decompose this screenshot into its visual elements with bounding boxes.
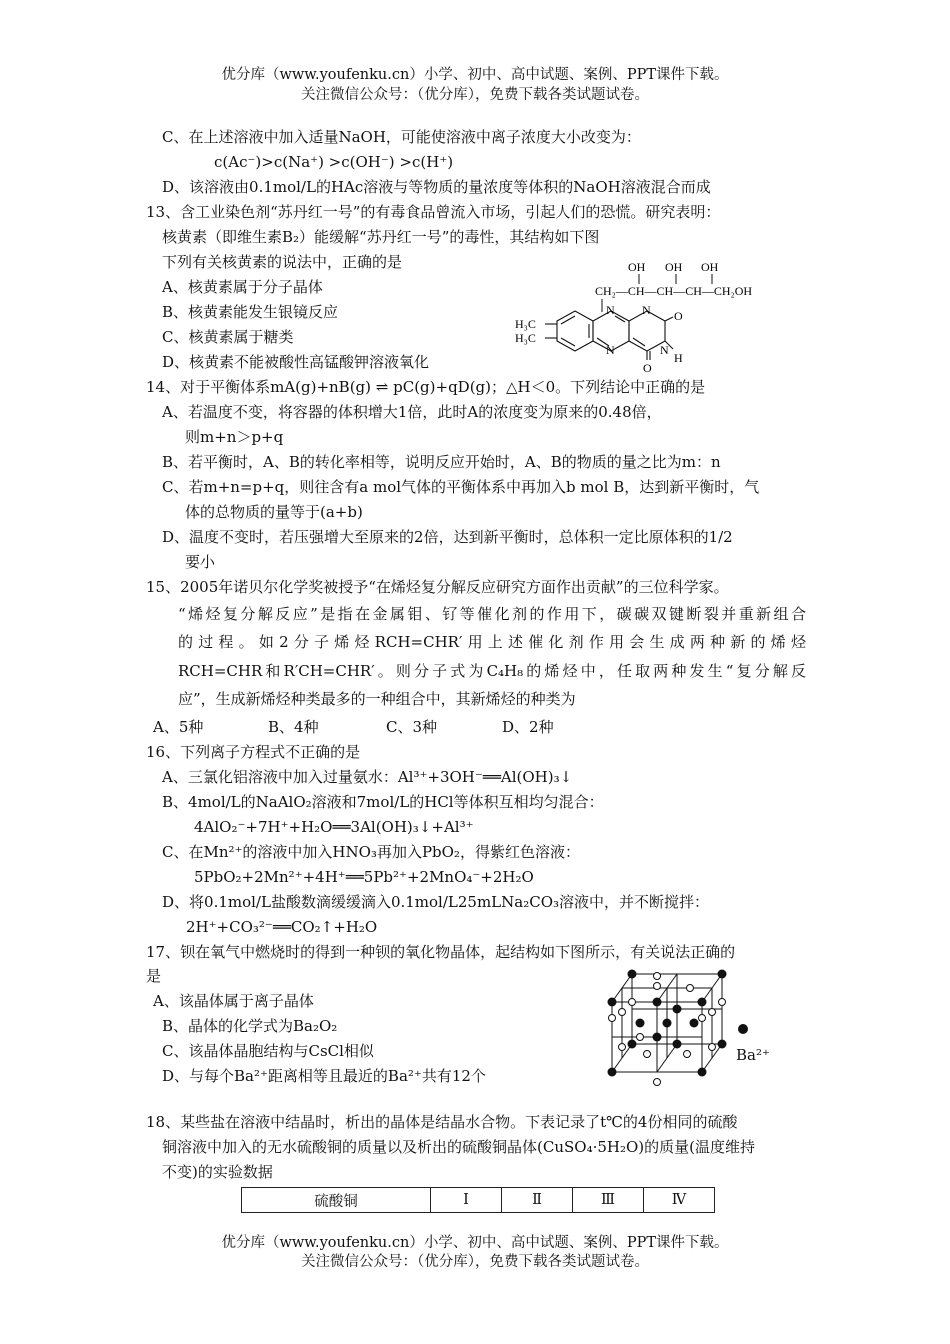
q17-option-a: A、该晶体属于离子晶体 [153,992,314,1010]
q12-option-c-equation: c(Ac⁻)>c(Na⁺) >c(OH⁻) >c(H⁺) [214,153,454,171]
q15-option-d: D、2种 [502,718,554,736]
q16-option-d: D、将0.1mol/L盐酸数滴缓缓滴入0.1mol/L25mLNa₂CO₃溶液中，并不断搅拌： [162,893,710,911]
q15-stem-line3: 的过程。如2分子烯烃RCH=CHR′用上述催化剂作用会生成两种新的烯烃 [178,633,806,651]
q14-option-d-line2: 要小 [185,553,216,571]
q15-option-a: A、5种 [153,718,204,736]
q16-option-b: B、4mol/L的NaAlO₂溶液和7mol/L的HCl等体积互相均匀混合： [162,793,604,811]
q13-option-b: B、核黄素能发生银镜反应 [162,303,339,321]
struct-oh-1: OH [628,260,646,274]
struct-h3c-1: H₃C [515,317,536,331]
struct-n-2: N [606,343,615,357]
q15-option-c: C、3种 [386,718,438,736]
struct-oh-2: OH [665,260,683,274]
q18-stem-line1: 18、某些盐在溶液中结晶时，析出的晶体是结晶水合物。下表记录了t℃的4份相同的硫酸 [146,1113,738,1131]
q13-option-d: D、核黄素不能被酸性高锰酸钾溶液氧化 [162,353,430,371]
q13-stem-line2: 核黄素（即维生素B₂）能缓解“苏丹红一号”的毒性，其结构如下图 [162,228,600,246]
struct-o-1: O [674,309,683,323]
q16-option-a: A、三氯化铝溶液中加入过量氨水：Al³⁺+3OH⁻══Al(OH)₃↓ [162,768,573,786]
q15-option-b: B、4种 [268,718,319,736]
q17-option-b: B、晶体的化学式为Ba₂O₂ [162,1017,338,1035]
table-header-cell: Ⅰ [431,1188,502,1213]
q14-stem: 14、对于平衡体系mA(g)+nB(g) ⇌ pC(g)+qD(g)；△H＜0。下列结论中正确的是 [146,378,706,396]
q14-option-a-line2: 则m+n＞p+q [185,428,284,446]
q14-option-a-line1: A、若温度不变，将容器的体积增大1倍，此时A的浓度变为原来的0.48倍， [162,403,662,421]
struct-o-2: O [643,361,652,375]
q15-stem-line4: RCH=CHR和R′CH=CHR′。则分子式为C₄H₈的烯烃中，任取两种发生“复分解反 [178,662,806,680]
q17-stem-line1: 17、钡在氧气中燃烧时的得到一种钡的氧化物晶体，起结构如下图所示，有关说法正确的 [146,943,736,961]
q16-option-d-equation: 2H⁺+CO₃²⁻══CO₂↑+H₂O [186,918,378,936]
q16-option-c: C、在Mn²⁺的溶液中加入HNO₃再加入PbO₂，得紫红色溶液： [162,843,580,861]
q14-option-b: B、若平衡时，A、B的转化率相等，说明反应开始时，A、B的物质的量之比为m：n [162,453,721,471]
q14-option-d-line1: D、温度不变时，若压强增大至原来的2倍，达到新平衡时，总体积一定比原体积的1/2 [162,528,733,546]
struct-oh-3: OH [701,260,719,274]
struct-h3c-2: H₃C [515,331,536,345]
table-header-cell: Ⅳ [644,1188,715,1213]
q17-option-c: C、该晶体晶胞结构与CsCl相似 [162,1042,374,1060]
q13-option-c: C、核黄素属于糖类 [162,328,294,346]
q16-stem: 16、下列离子方程式不正确的是 [146,743,361,761]
page-footer-line1: 优分库（www.youfenku.cn）小学、初中、高中试题、案例、PPT课件下载。 [221,1235,729,1251]
q18-stem-line2: 铜溶液中加入的无水硫酸铜的质量以及析出的硫酸铜晶体(CuSO₄·5H₂O)的质量(温度维持 [162,1138,755,1156]
struct-h: H [674,351,683,365]
riboflavin-structure-figure [505,254,795,376]
q18-data-table [241,1187,715,1213]
q17-stem-line2: 是 [146,967,162,985]
table-header-row [242,1188,715,1213]
q13-stem-line1: 13、含工业染色剂“苏丹红一号”的有毒食品曾流入市场，引起人们的恐慌。研究表明： [146,203,721,221]
table-header-cell: Ⅲ [573,1188,644,1213]
q16-option-c-equation: 5PbO₂+2Mn²⁺+4H⁺══5Pb²⁺+2MnO₄⁻+2H₂O [194,868,534,886]
struct-n-3: N [642,303,651,317]
table-header-cell: Ⅱ [502,1188,573,1213]
q15-stem-line1: 15、2005年诺贝尔化学奖被授予“在烯烃复分解反应研究方面作出贡献”的三位科学家。 [146,578,729,596]
crystal-legend-ba: Ba²⁺ [736,1046,770,1064]
q14-option-c-line2: 体的总物质的量等于(a+b) [185,503,363,521]
q12-option-d: D、该溶液由0.1mol/L的HAc溶液与等物质的量浓度等体积的NaOH溶液混合而成 [162,178,711,196]
q12-option-c: C、在上述溶液中加入适量NaOH，可能使溶液中离子浓度大小改变为： [162,128,641,146]
q13-option-a: A、核黄素属于分子晶体 [162,278,323,296]
struct-n-4: N [660,343,669,357]
q13-stem-line3: 下列有关核黄素的说法中，正确的是 [162,253,403,271]
struct-side-chain: CH₂—CH—CH—CH—CH₂OH [595,284,753,298]
page-header-line1: 优分库（www.youfenku.cn）小学、初中、高中试题、案例、PPT课件下载。 [221,67,729,83]
q15-stem-line5: 应”，生成新烯烃种类最多的一种组合中，其新烯烃的种类为 [178,690,576,708]
page-footer-line2: 关注微信公众号：（优分库），免费下载各类试题试卷。 [301,1254,649,1270]
q15-stem-line2: “烯烃复分解反应”是指在金属钼、钌等催化剂的作用下，碳碳双键断裂并重新组合 [178,605,806,623]
q18-stem-line3: 不变)的实验数据 [162,1163,273,1181]
table-header-cell: 硫酸铜 [242,1188,431,1213]
q14-option-c-line1: C、若m+n=p+q，则往含有a mol气体的平衡体系中再加入b mol B，达到新平衡时，气 [162,478,760,496]
barium-oxide-crystal-figure [600,962,780,1092]
q17-option-d: D、与每个Ba²⁺距离相等且最近的Ba²⁺共有12个 [162,1067,486,1085]
page-header-line2: 关注微信公众号：（优分库），免费下载各类试题试卷。 [301,87,649,103]
q16-option-b-equation: 4AlO₂⁻+7H⁺+H₂O══3Al(OH)₃↓+Al³⁺ [194,818,474,836]
struct-n-1: N [606,303,615,317]
